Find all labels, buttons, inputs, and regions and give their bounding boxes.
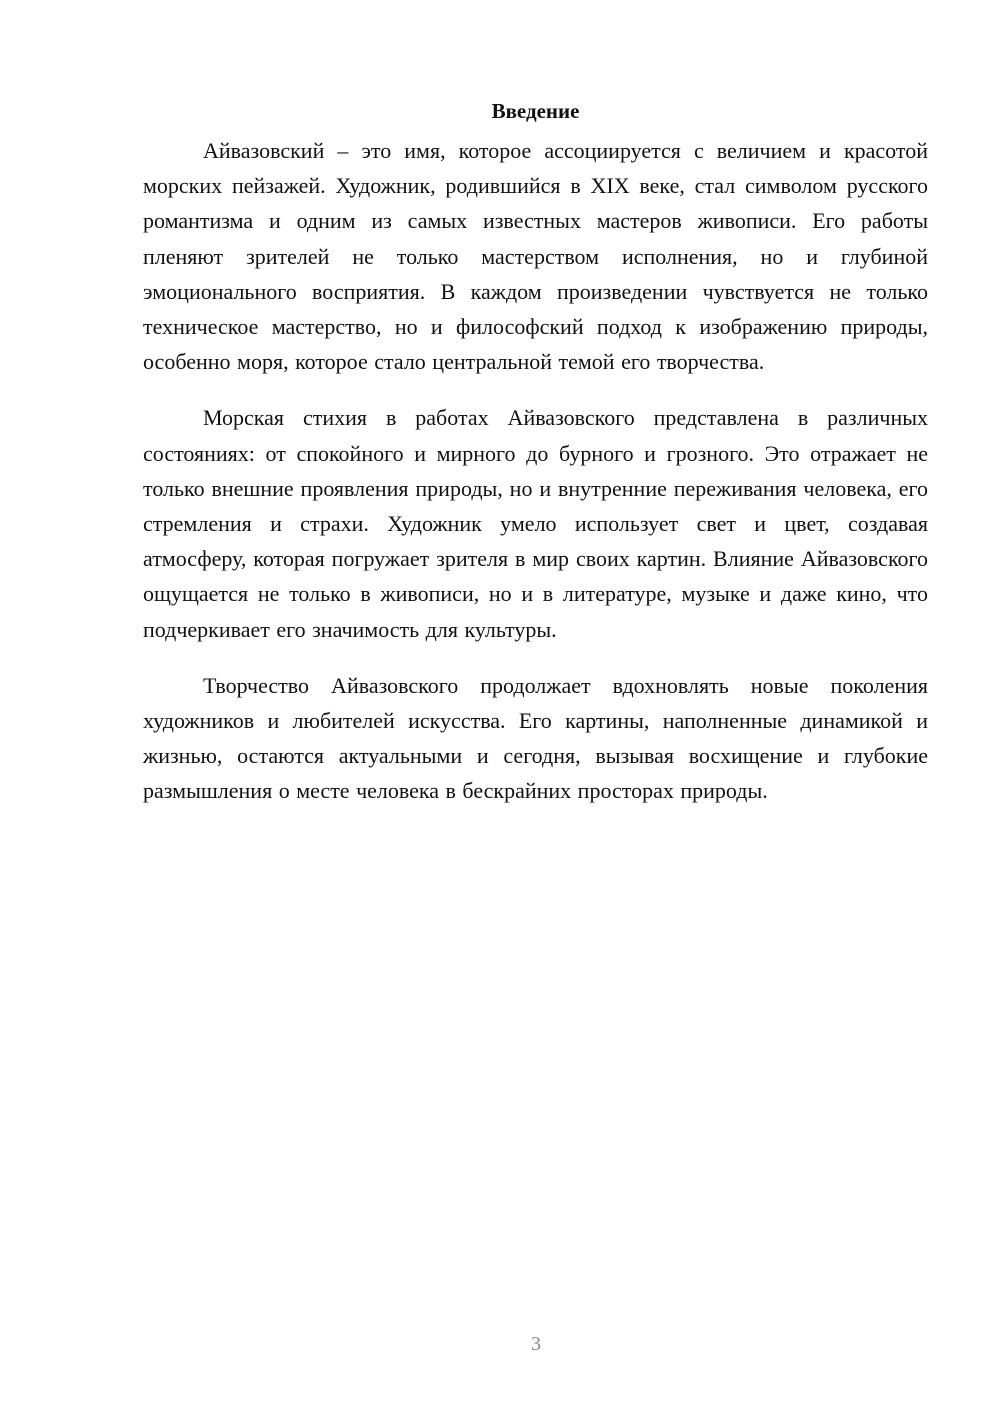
paragraph-2: Морская стихия в работах Айвазовского представлена в различных состояниях: от спокойного и мирного до бурного и грозного. Это отражает не только внешние проявления природы, но и внутренние переживания человека, его стремления и страхи. Художник умело использует свет и цвет, создавая атмосферу, которая погружает зрителя в мир своих картин. Влияние Айвазовского ощущается не только в живописи, но и в литературе, музыке и даже кино, что подчеркивает его значимость для культуры. xyxy=(143,405,928,642)
section-title: Введение xyxy=(491,99,580,123)
paragraph-3: Творчество Айвазовского продолжает вдохновлять новые поколения художников и любителей искусства. Его картины, наполненные динамикой и жизнью, остаются актуальными и сегодня, вызывая восхищение и глубокие размышления о месте человека в бескрайних просторах природы. xyxy=(143,672,928,804)
page-number: 3 xyxy=(531,1333,541,1355)
page-content xyxy=(143,97,928,830)
paragraph-1: Айвазовский – это имя, которое ассоциируется с величием и красотой морских пейзажей. Художник, родившийся в XIX веке, стал символом русского романтизма и одним из самых известных мастеров живописи. Его работы пленяют зрителей не только мастерством исполнения, но и глубиной эмоционального восприятия. В каждом произведении чувствуется не только техническое мастерство, но и философский подход к изображению природы, особенно моря, которое стало центральной темой его творчества. xyxy=(143,138,928,375)
